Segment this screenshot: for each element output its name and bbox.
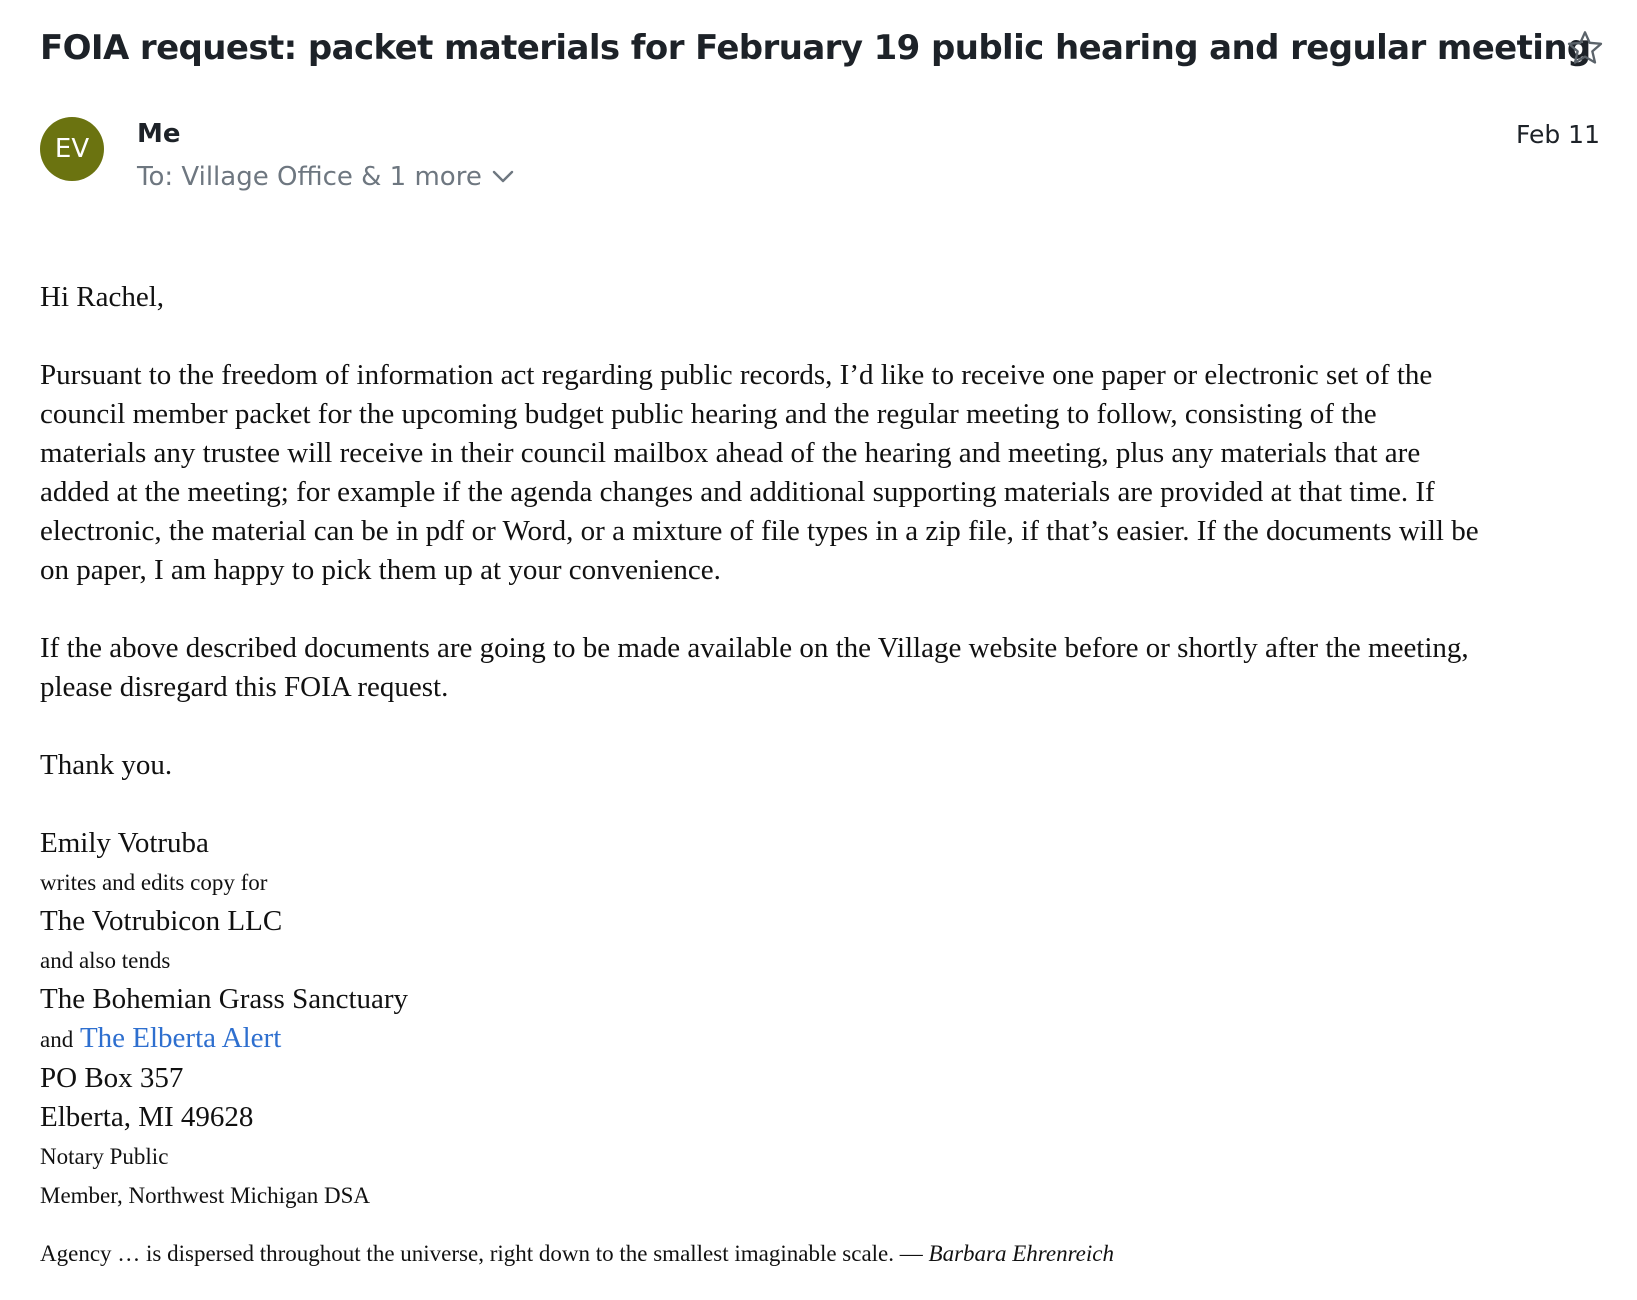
body-line: council member packet for the upcoming budget public hearing and the regular meeting to follow, consisting of the — [40, 398, 1377, 430]
signature-city: Elberta, MI 49628 — [40, 1101, 254, 1133]
signature-sanctuary: The Bohemian Grass Sanctuary — [40, 983, 409, 1015]
signature-link-line — [40, 1019, 1610, 1059]
quote-author: Barbara Ehrenreich — [928, 1241, 1114, 1266]
email-subject: FOIA request: packet materials for February 19 public hearing and regular meeting — [40, 28, 1591, 68]
and-prefix: and — [40, 1027, 74, 1052]
sender-name: Me — [137, 119, 181, 149]
signature-quote — [40, 1237, 1610, 1271]
closing: Thank you. — [40, 749, 173, 781]
email-date: Feb 11 — [1515, 120, 1600, 149]
recipients-toggle[interactable] — [137, 162, 514, 192]
body-line: If the above described documents are going to be made available on the Village website before or shortly after the meeting, — [40, 632, 1469, 664]
signature-po-box: PO Box 357 — [40, 1062, 184, 1094]
signature-company: The Votrubicon LLC — [40, 905, 283, 937]
recipients-label: To: Village Office & 1 more — [137, 162, 482, 192]
body-line: on paper, I am happy to pick them up at your convenience. — [40, 554, 721, 586]
elberta-alert-link[interactable]: The Elberta Alert — [79, 1022, 282, 1054]
signature-line: and also tends — [40, 948, 171, 973]
body-line: added at the meeting; for example if the agenda changes and additional supporting materials are provided at that time. If — [40, 476, 1435, 508]
quote-text: Agency … is dispersed throughout the universe, right down to the smallest imaginable scale. — — [40, 1241, 923, 1266]
signature — [40, 824, 1610, 1215]
paragraph-request — [40, 356, 1610, 590]
paragraph-disregard — [40, 629, 1610, 707]
body-line: please disregard this FOIA request. — [40, 671, 449, 703]
greeting: Hi Rachel, — [40, 281, 165, 313]
signature-notary: Notary Public — [40, 1144, 169, 1169]
email-body — [40, 278, 1610, 1271]
body-line: materials any trustee will receive in their council mailbox ahead of the hearing and meeting, plus any materials that are — [40, 437, 1421, 469]
chevron-down-icon — [492, 169, 514, 185]
signature-member: Member, Northwest Michigan DSA — [40, 1183, 370, 1208]
body-line: electronic, the material can be in pdf or Word, or a mixture of file types in a zip file, if that’s easier. If the documents will be — [40, 515, 1479, 547]
body-line: Pursuant to the freedom of information act regarding public records, I’d like to receive one paper or electronic set of the — [40, 359, 1433, 391]
star-icon[interactable] — [1565, 28, 1605, 68]
avatar: EV — [40, 117, 104, 181]
signature-name: Emily Votruba — [40, 827, 209, 859]
signature-line: writes and edits copy for — [40, 870, 268, 895]
